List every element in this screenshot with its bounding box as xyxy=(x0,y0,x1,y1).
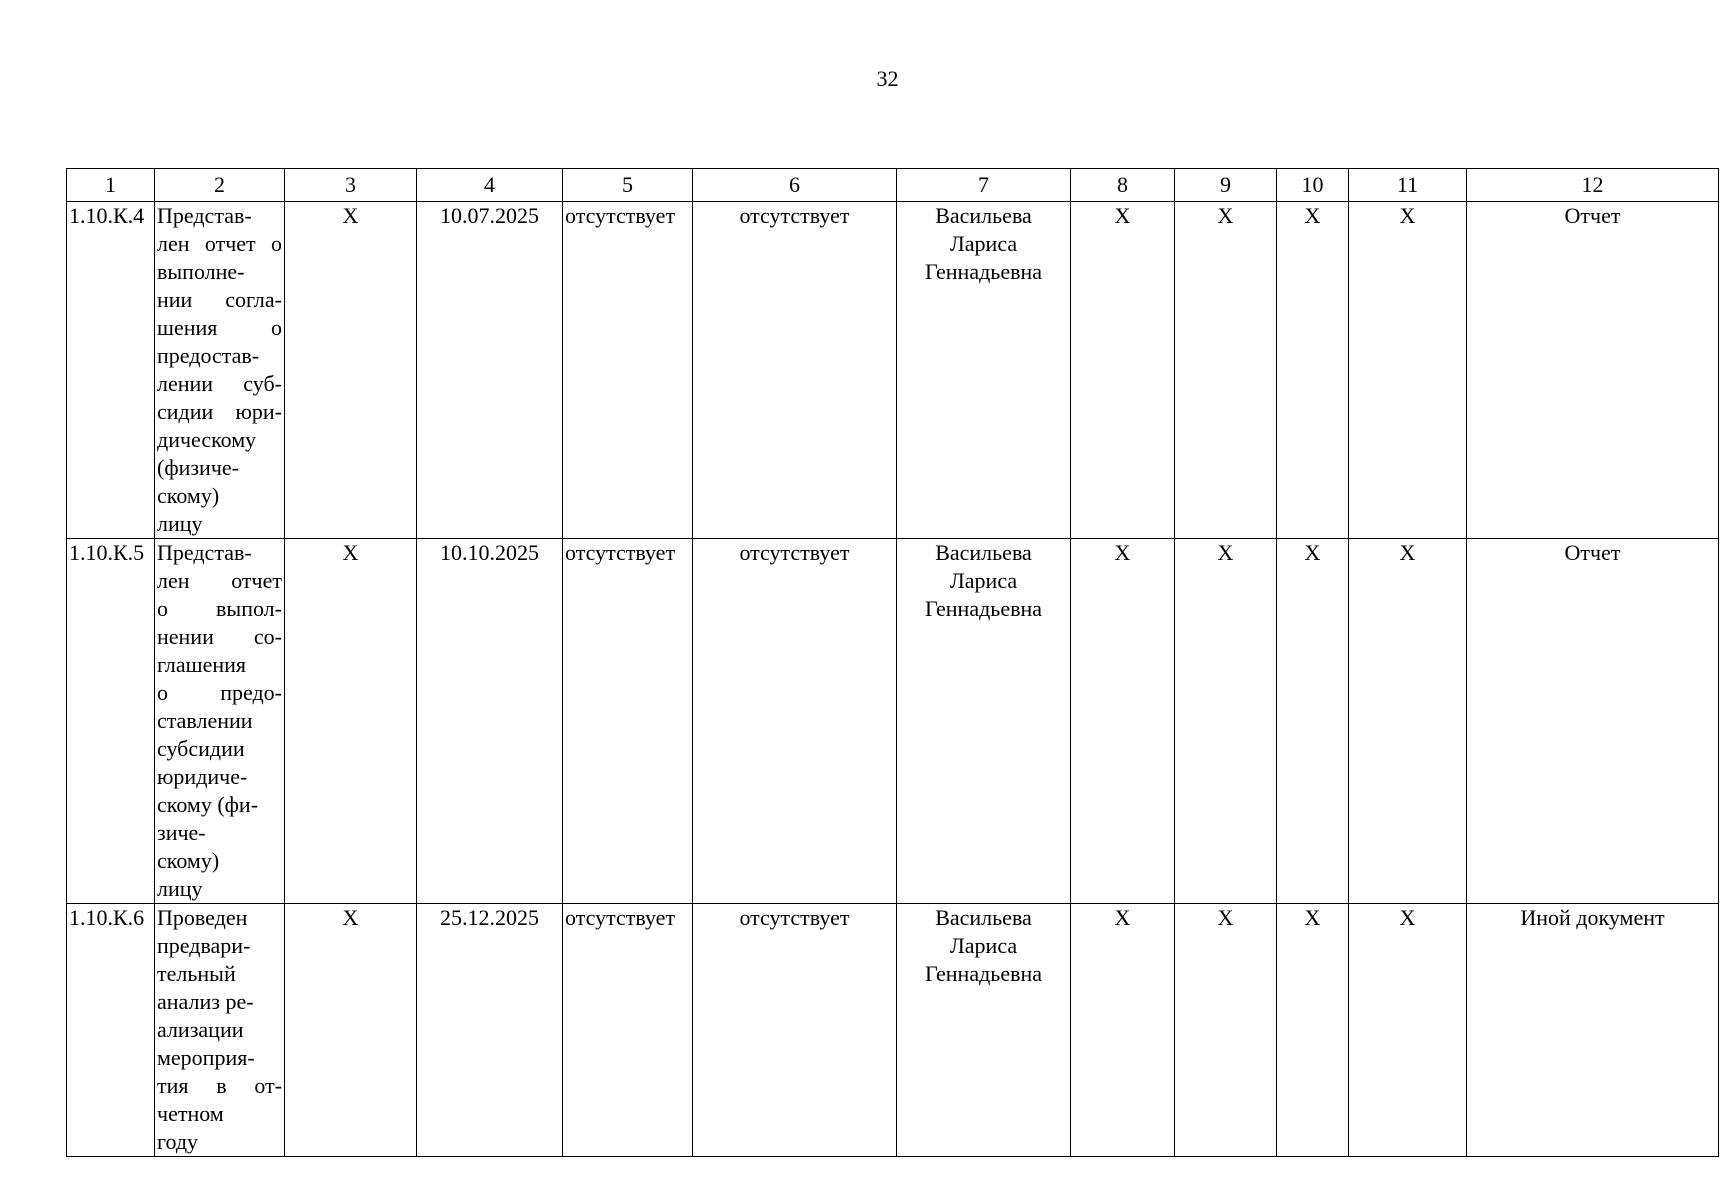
person-name: Лариса xyxy=(949,933,1018,958)
cell-col6: отсутствует xyxy=(693,904,897,1157)
cell-col11: X xyxy=(1349,539,1467,904)
cell-col5: отсутствует xyxy=(563,539,693,904)
description-line: лен отчет xyxy=(157,568,282,593)
cell-col10: X xyxy=(1277,904,1349,1157)
column-header: 12 xyxy=(1467,169,1719,202)
table-row xyxy=(67,539,1719,904)
cell-col6: отсутствует xyxy=(693,202,897,539)
person-name: Лариса xyxy=(949,231,1018,256)
cell-date: 25.12.2025 xyxy=(417,904,563,1157)
description-line: нении со- xyxy=(157,624,282,649)
page-number: 32 xyxy=(876,66,899,91)
description-line: юридиче- xyxy=(157,764,248,789)
description-line: выполне- xyxy=(157,259,245,284)
cell-date: 10.07.2025 xyxy=(417,202,563,539)
cell-person xyxy=(897,539,1071,904)
cell-col8: X xyxy=(1071,202,1175,539)
description-line: глашения xyxy=(157,652,247,677)
description-line: скому) xyxy=(157,848,220,873)
description-line: сидии юри- xyxy=(157,399,282,424)
cell-col9: X xyxy=(1175,202,1277,539)
description-line: тия в от- xyxy=(157,1073,282,1098)
description-line: о выпол- xyxy=(157,596,282,621)
column-header: 6 xyxy=(693,169,897,202)
description-line: четном xyxy=(157,1101,224,1126)
table-row xyxy=(67,904,1719,1157)
cell-col6: отсутствует xyxy=(693,539,897,904)
description-line: лении суб- xyxy=(157,371,282,396)
description-line: (физиче- xyxy=(157,455,239,480)
person-surname: Васильева xyxy=(935,905,1032,930)
header-row xyxy=(67,169,1719,202)
column-header: 1 xyxy=(67,169,155,202)
cell-col9: X xyxy=(1175,539,1277,904)
description-line: скому) xyxy=(157,483,220,508)
cell-col3: X xyxy=(285,202,417,539)
cell-col5: отсутствует xyxy=(563,202,693,539)
column-header: 9 xyxy=(1175,169,1277,202)
description-line: нии согла- xyxy=(157,287,282,312)
person-surname: Васильева xyxy=(935,540,1032,565)
person-patronymic: Геннадьевна xyxy=(924,961,1043,986)
row-description xyxy=(155,539,285,904)
description-line: году xyxy=(157,1129,199,1154)
description-line: лицу xyxy=(157,511,203,536)
description-line: Представ- xyxy=(157,540,252,565)
column-header: 5 xyxy=(563,169,693,202)
cell-col10: X xyxy=(1277,539,1349,904)
description-line: ставлении xyxy=(157,708,253,733)
cell-doc-type: Отчет xyxy=(1467,202,1719,539)
description-line: мероприя- xyxy=(157,1045,255,1070)
column-header: 7 xyxy=(897,169,1071,202)
description-line: шения о xyxy=(157,315,282,340)
person-patronymic: Геннадьевна xyxy=(924,596,1043,621)
table-row xyxy=(67,202,1719,539)
cell-col8: X xyxy=(1071,539,1175,904)
description-line: Проведен xyxy=(157,905,248,930)
cell-date: 10.10.2025 xyxy=(417,539,563,904)
description-line: лен отчет о xyxy=(157,231,282,256)
column-header: 4 xyxy=(417,169,563,202)
cell-doc-type: Отчет xyxy=(1467,539,1719,904)
control-points-table xyxy=(66,168,1719,1157)
description-line: дическому xyxy=(157,427,257,452)
row-code: 1.10.К.4 xyxy=(67,202,155,539)
column-header: 10 xyxy=(1277,169,1349,202)
description-line: субсидии xyxy=(157,736,245,761)
row-description xyxy=(155,202,285,539)
description-line: лицу xyxy=(157,876,203,901)
cell-col11: X xyxy=(1349,904,1467,1157)
cell-doc-type: Иной документ xyxy=(1467,904,1719,1157)
column-header: 3 xyxy=(285,169,417,202)
cell-person xyxy=(897,904,1071,1157)
cell-col3: X xyxy=(285,904,417,1157)
cell-col10: X xyxy=(1277,202,1349,539)
description-line: Представ- xyxy=(157,203,252,228)
cell-col3: X xyxy=(285,539,417,904)
description-line: предвари- xyxy=(157,933,251,958)
cell-col9: X xyxy=(1175,904,1277,1157)
row-code: 1.10.К.6 xyxy=(67,904,155,1157)
description-line: о предо- xyxy=(157,680,282,705)
person-surname: Васильева xyxy=(935,203,1032,228)
description-line: тельный xyxy=(157,961,236,986)
column-header: 2 xyxy=(155,169,285,202)
row-description xyxy=(155,904,285,1157)
cell-person xyxy=(897,202,1071,539)
cell-col8: X xyxy=(1071,904,1175,1157)
column-header: 11 xyxy=(1349,169,1467,202)
cell-col11: X xyxy=(1349,202,1467,539)
person-name: Лариса xyxy=(949,568,1018,593)
row-code: 1.10.К.5 xyxy=(67,539,155,904)
description-line: зиче- xyxy=(157,820,206,845)
column-header: 8 xyxy=(1071,169,1175,202)
description-line: ализации xyxy=(157,1017,244,1042)
description-line: предостав- xyxy=(157,343,260,368)
description-line: скому (фи- xyxy=(157,792,259,817)
person-patronymic: Геннадьевна xyxy=(924,259,1043,284)
description-line: анализ ре- xyxy=(157,989,254,1014)
cell-col5: отсутствует xyxy=(563,904,693,1157)
